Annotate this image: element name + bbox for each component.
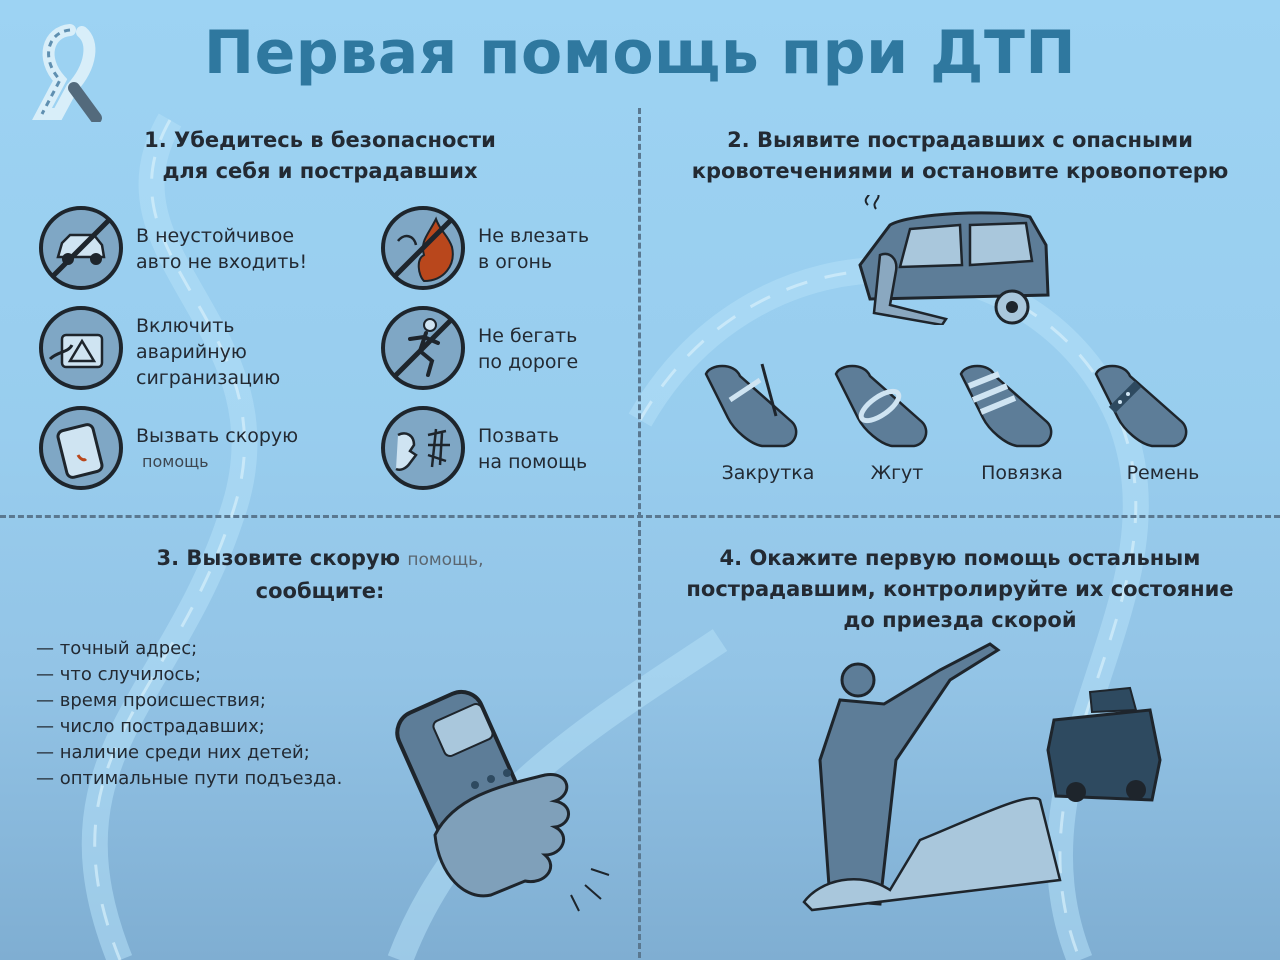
crashed-car-illustration <box>850 195 1060 325</box>
step4-title: 4. Окажите первую помощь остальным пострадавшим, контролируйте их состояние до приезда скорой <box>686 546 1234 632</box>
tourniquet-label-windlass: Закрутка <box>721 462 815 484</box>
list-item: — оптимальные пути подъезда. <box>36 768 343 789</box>
first-aid-scene-illustration <box>800 640 1170 920</box>
step1-title: 1. Убедитесь в безопасности для себя и пострадавших <box>144 128 496 183</box>
list-item: — число пострадавших; <box>36 716 265 737</box>
tourniquet-icon <box>830 360 940 450</box>
rule-no-running <box>380 305 680 395</box>
rule-no-unstable-car <box>38 205 338 295</box>
hand-holding-phone-illustration <box>395 685 615 915</box>
phone-icon <box>38 405 124 491</box>
horizontal-divider <box>0 515 1280 518</box>
page-title: Первая помощь при ДТП <box>203 18 1077 88</box>
windlass-tourniquet-icon <box>700 360 810 450</box>
bandage-icon <box>955 360 1065 450</box>
step2-title: 2. Выявите пострадавших с опасными кровотечениями и остановите кровопотерю <box>691 128 1229 183</box>
list-item: — точный адрес; <box>36 638 198 659</box>
tourniquet-label-belt: Ремень <box>1126 462 1200 484</box>
list-item: — время происшествия; <box>36 690 266 711</box>
list-item: — наличие среди них детей; <box>36 742 310 763</box>
rule-text: В неустойчивое авто не входить! <box>136 225 308 273</box>
rule-text: Не влезать в огонь <box>478 225 590 273</box>
list-item: — что случилось; <box>36 664 202 685</box>
tourniquet-label-bandage: Повязка <box>981 462 1063 484</box>
shouting-icon <box>380 405 466 491</box>
tourniquet-label-tourniquet: Жгут <box>870 462 924 484</box>
rule-call-for-help <box>380 405 680 495</box>
rule-text: Не бегать по дороге <box>478 325 579 373</box>
rule-no-fire <box>380 205 680 295</box>
belt-tourniquet-icon <box>1090 360 1200 450</box>
hazard-button-icon <box>38 305 124 391</box>
rule-call-ambulance <box>38 405 338 495</box>
rule-text: Включить аварийную сигранизацию <box>136 315 281 389</box>
running-crossed-icon <box>380 305 466 391</box>
car-crossed-icon <box>38 205 124 291</box>
rule-hazard-lights <box>38 305 338 395</box>
step3-title: 3. Вызовите скорую помощь, сообщите: <box>156 546 484 603</box>
fire-crossed-icon <box>380 205 466 291</box>
call-info-list <box>36 636 342 792</box>
rule-text: Вызвать скорую помощь <box>136 425 299 471</box>
rule-text: Позвать на помощь <box>478 425 588 473</box>
